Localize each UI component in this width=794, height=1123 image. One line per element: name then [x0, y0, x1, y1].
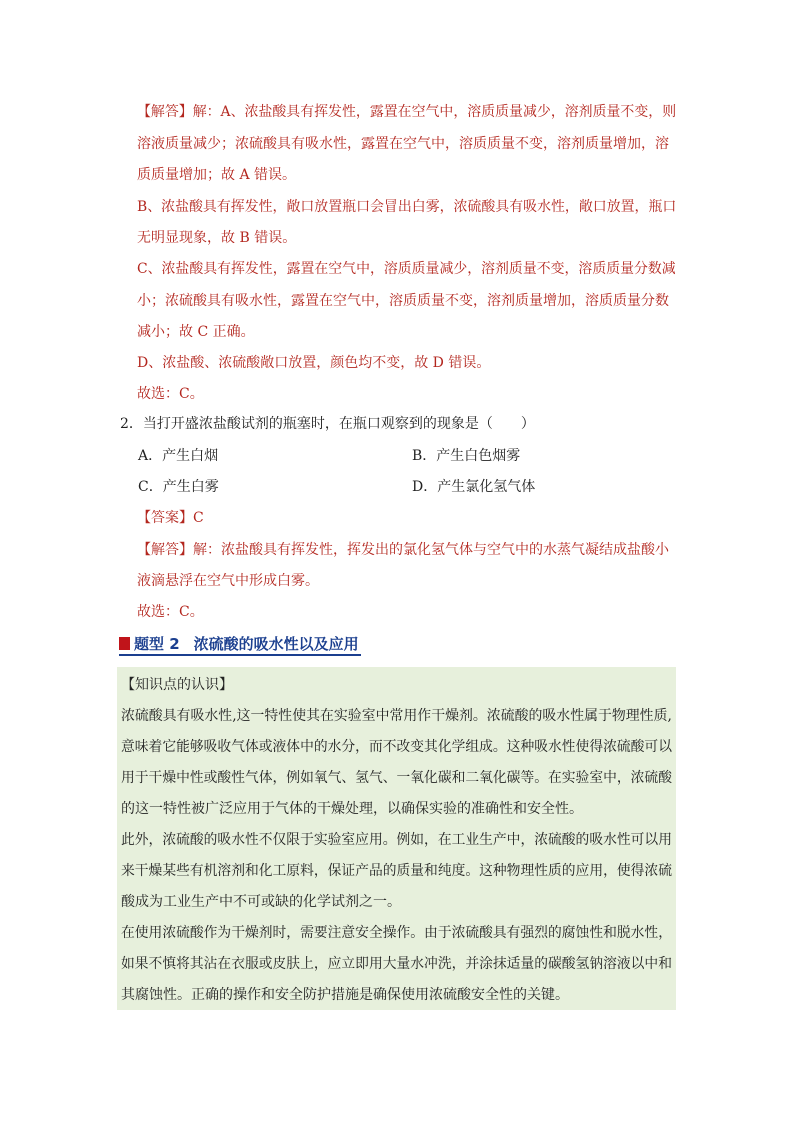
q2-answer: [137, 508, 204, 528]
q1-solution-line-9: D、浓盐酸、浓硫酸敞口放置，颜色均不变，故 D 错误。: [137, 355, 491, 371]
q2-choice: 故选：C。: [137, 604, 204, 620]
q2-solution-line-2: 液滴悬浮在空气中形成白雾。: [137, 573, 319, 589]
knowledge-line-10: 其腐蚀性。正确的操作和安全防护措施是确保使用浓硫酸安全性的关键。: [121, 987, 569, 1003]
q1-solution-line-1: 【解答】解：A、浓盐酸具有挥发性，露置在空气中，溶质质量减少，溶剂质量不变，则: [137, 104, 677, 120]
q2-solution-line-1: 【解答】解：浓盐酸具有挥发性，挥发出的氯化氢气体与空气中的水蒸气凝结成盐酸小: [137, 542, 669, 558]
knowledge-line-5: 此外，浓硫酸的吸水性不仅限于实验室应用。例如，在工业生产中，浓硫酸的吸水性可以用: [121, 832, 672, 848]
q2-option-d: D．产生氯化氢气体: [412, 479, 536, 495]
q1-solution-line-3: 质质量增加；故 A 错误。: [137, 167, 297, 183]
q2-option-c: C．产生白雾: [138, 479, 219, 495]
knowledge-line-6: 来干燥某些有机溶剂和化工原料，保证产品的质量和纯度。这种物理性质的应用，使得浓硫: [121, 863, 672, 879]
q2-stem: 2．当打开盛浓盐酸试剂的瓶塞时，在瓶口观察到的现象是（ ）: [120, 416, 535, 432]
section-marker-icon: [119, 637, 130, 650]
section-number: 题型 2: [134, 634, 180, 653]
q1-choice: 故选：C。: [137, 386, 204, 402]
q1-solution-line-7: 小；浓硫酸具有吸水性，露置在空气中，溶质质量不变，溶剂质量增加，溶质质量分数: [137, 293, 669, 309]
knowledge-line-9: 如果不慎将其沾在衣服或皮肤上，应立即用大量水冲洗，并涂抹适量的碳酸氢钠溶液以中和: [121, 956, 672, 972]
section-heading: 浓硫酸的吸水性以及应用: [193, 634, 359, 653]
q1-solution-line-6: C、浓盐酸具有挥发性，露置在空气中，溶质质量减少，溶剂质量不变，溶质质量分数减: [137, 261, 676, 277]
q1-solution-line-2: 溶液质量减少；浓硫酸具有吸水性，露置在空气中，溶质质量不变，溶剂质量增加，溶: [137, 136, 669, 152]
knowledge-line-4: 的这一特性被广泛应用于气体的干燥处理，以确保实验的准确性和安全性。: [121, 801, 583, 817]
knowledge-heading: 【知识点的认识】: [121, 677, 233, 693]
q2-option-b: B．产生白色烟雾: [412, 448, 521, 464]
knowledge-line-3: 用于干燥中性或酸性气体，例如氧气、氢气、一氧化碳和二氧化碳等。在实验室中，浓硫酸: [121, 770, 672, 786]
knowledge-line-1: 浓硫酸具有吸水性,这一特性使其在实验室中常用作干燥剂。浓硫酸的吸水性属于物理性质,: [121, 708, 672, 724]
q2-answer-value: C: [193, 510, 204, 526]
section-title: [119, 632, 361, 656]
q1-solution-line-4: B、浓盐酸具有挥发性，敞口放置瓶口会冒出白雾，浓硫酸具有吸水性，敞口放置，瓶口: [137, 199, 677, 215]
knowledge-line-7: 酸成为工业生产中不可或缺的化学试剂之一。: [121, 894, 401, 910]
knowledge-line-8: 在使用浓硫酸作为干燥剂时，需要注意安全操作。由于浓硫酸具有强烈的腐蚀性和脱水性，: [121, 925, 672, 941]
q2-answer-label: 【答案】: [137, 510, 193, 526]
q1-solution-line-8: 减小；故 C 正确。: [137, 324, 255, 340]
q1-solution-line-5: 无明显现象，故 B 错误。: [137, 230, 297, 246]
knowledge-line-2: 意味着它能够吸收气体或液体中的水分，而不改变其化学组成。这种吸水性使得浓硫酸可以: [121, 739, 672, 755]
q2-option-a: A．产生白烟: [138, 448, 219, 464]
q1-solution-label: 【解答】: [137, 104, 193, 120]
q2-solution-label: 【解答】: [137, 542, 193, 558]
